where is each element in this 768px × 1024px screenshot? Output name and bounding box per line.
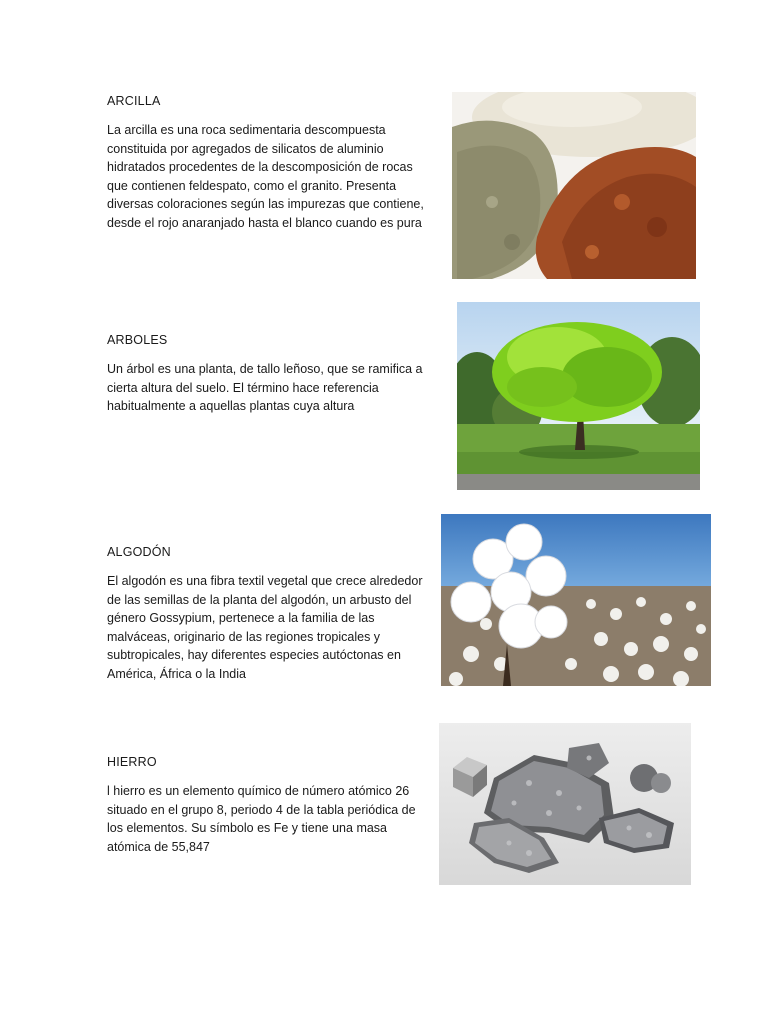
section-body: El algodón es una fibra textil vegetal que crece alrededor de las semillas de la planta del algodón, un arbusto del género Gossypium, pertenece a la familia de las malváceas, originario de las regiones tropicales y subtropicales, hay diferentes especies autóctonas en América, África o la India [107,574,423,681]
clay-image [452,92,696,279]
section-body: Un árbol es una planta, de tallo leñoso, que se ramifica a cierta altura del suelo. El término hace referencia habitualmente a aquellas plantas cuya altura [107,362,423,414]
section-body: l hierro es un elemento químico de número atómico 26 situado en el grupo 8, periodo 4 de la tabla periódica de los elementos. Su símbolo es Fe y tiene una masa atómica de 55,847 [107,784,416,854]
section-title: ALGODÓN [107,545,171,559]
cotton-image [441,514,711,686]
section-title: ARCILLA [107,94,161,108]
section-body: La arcilla es una roca sedimentaria descompuesta constituida por agregados de silicatos de aluminio hidratados procedentes de la descomposición de rocas que contienen feldespato, como el granito. Presenta diversas coloraciones según las impurezas que contiene, desde el rojo anaranjado hasta el blanco cuando es pura [107,123,424,230]
iron-image [439,723,691,885]
tree-image [457,302,700,490]
section-title: HIERRO [107,755,157,769]
section-title: ARBOLES [107,333,168,347]
